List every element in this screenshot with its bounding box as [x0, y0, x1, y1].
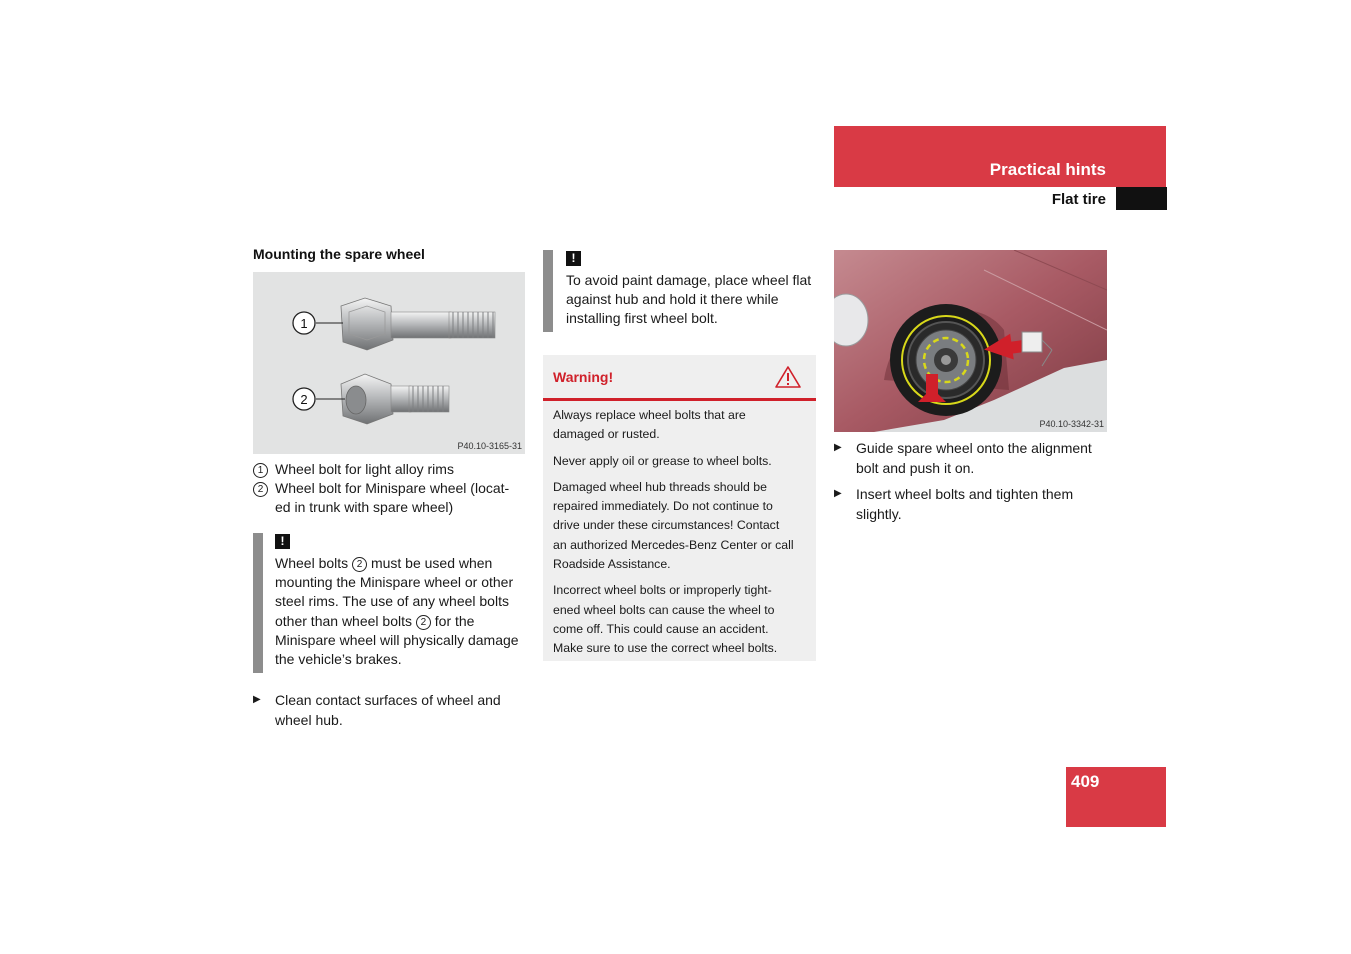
step-text: Insert wheel bolts and tighten them	[856, 486, 1074, 502]
note-line: must be used when	[370, 555, 493, 571]
wheel-bolt-minispare	[341, 374, 449, 424]
note-line: To avoid paint damage, place wheel flat	[566, 272, 812, 288]
step-clean-surfaces	[253, 690, 528, 730]
page-number-block	[1066, 767, 1166, 827]
step-text: slightly.	[856, 506, 902, 522]
wheel-bolts-illustration	[253, 272, 525, 454]
step-text: Guide spare wheel onto the alignment	[856, 440, 1092, 456]
exclamation-icon: !	[566, 251, 581, 266]
legend-item	[253, 479, 528, 517]
step-text: Clean contact surfaces of wheel and	[275, 692, 501, 708]
step-text: bolt and push it on.	[856, 460, 975, 476]
warning-paragraph: Never apply oil or grease to wheel bolts.	[553, 453, 772, 468]
section-heading: Mounting the spare wheel	[253, 246, 425, 262]
warning-box	[543, 355, 816, 661]
legend-text: ed in trunk with spare wheel)	[275, 499, 454, 515]
spare-wheel-illustration	[834, 250, 1107, 432]
note-line: installing first wheel bolt.	[566, 310, 718, 327]
warning-title: Warning!	[553, 369, 614, 385]
note-line: other than wheel bolts	[275, 612, 412, 629]
section-title: Practical hints	[989, 160, 1106, 179]
warning-triangle-icon	[774, 365, 802, 394]
bullet-arrow-icon: ▶	[834, 488, 842, 499]
note-icon	[275, 532, 290, 550]
bullet-arrow-icon: ▶	[253, 694, 261, 705]
callout-2-label: 2	[300, 392, 308, 407]
step-text: wheel hub.	[275, 712, 343, 728]
note-line: against hub and hold it there while	[566, 291, 779, 308]
figure-code: P40.10-3342-31	[1039, 419, 1104, 429]
note-bar	[253, 533, 263, 673]
figure-legend	[253, 460, 528, 517]
warning-paragraph: Damaged wheel hub threads should be repaired immediately. Do not continue to drive under these circumstances! Contact an authorized Mercedes-Benz Center or call Roadside Assistance.	[553, 479, 794, 572]
header-black-tab	[1116, 187, 1167, 210]
ref-number: 2	[416, 615, 431, 630]
note-bar	[543, 250, 553, 332]
note-text	[275, 554, 530, 669]
wheel-bolt-alloy	[341, 298, 495, 350]
subsection-title: Flat tire	[1051, 191, 1106, 208]
warning-header	[543, 355, 816, 401]
ref-number: 2	[352, 557, 367, 572]
note-line: the vehicle’s brakes.	[275, 651, 402, 668]
legend-number: 1	[253, 463, 268, 478]
spare-wheel-figure	[834, 250, 1107, 432]
note-line: for the	[434, 612, 475, 629]
legend-number: 2	[253, 482, 268, 497]
wheel-bolts-figure	[253, 272, 525, 454]
figure-code: P40.10-3165-31	[457, 441, 522, 451]
note-icon	[566, 249, 581, 267]
note-line: steel rims. The use of any wheel bolts	[275, 593, 509, 610]
warning-body	[553, 406, 808, 666]
callout-1-label: 1	[300, 316, 308, 331]
bullet-arrow-icon: ▶	[834, 442, 842, 453]
warning-paragraph: Always replace wheel bolts that are damaged or rusted.	[553, 408, 746, 442]
page-number: 409	[1071, 772, 1100, 791]
step-guide-wheel	[834, 438, 1109, 478]
note-line: Minispare wheel will physically damage	[275, 631, 519, 648]
note-text	[566, 271, 818, 329]
warning-paragraph: Incorrect wheel bolts or improperly tight- ened wheel bolts can cause the wheel to come off. This could cause an accident. Make sure to use the correct wheel bolts.	[553, 583, 778, 656]
step-insert-bolts	[834, 484, 1109, 524]
exclamation-icon: !	[275, 534, 290, 549]
legend-text: Wheel bolt for Minispare wheel (locat-	[275, 480, 510, 496]
legend-item	[253, 460, 528, 479]
note-line: mounting the Minispare wheel or other	[275, 574, 514, 591]
legend-text: Wheel bolt for light alloy rims	[275, 461, 454, 477]
note-line: Wheel bolts	[275, 555, 349, 571]
